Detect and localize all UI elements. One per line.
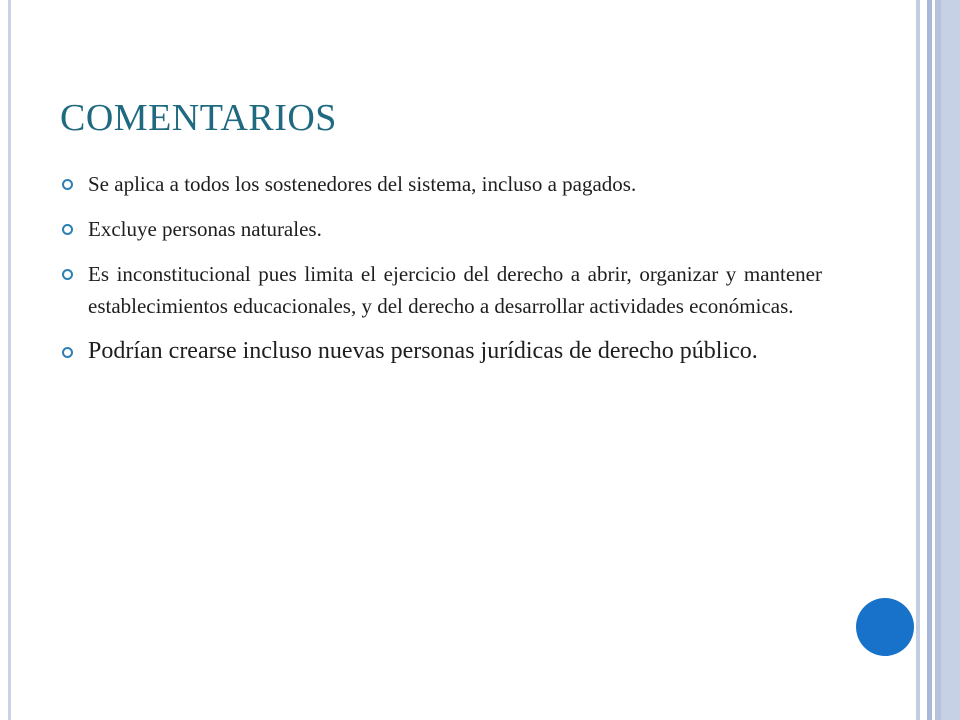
bullet-text-4: Podrían crearse incluso nuevas personas jurídicas de derecho público. bbox=[88, 338, 758, 364]
blue-circle-decoration-icon bbox=[856, 598, 914, 656]
hollow-circle-bullet-icon bbox=[62, 347, 73, 358]
hollow-circle-bullet-icon bbox=[62, 179, 73, 190]
bullet-item-3 bbox=[62, 258, 822, 322]
right-stripe-gap-1 bbox=[920, 0, 927, 720]
bullet-text-2: Excluye personas naturales. bbox=[88, 217, 322, 241]
right-stripe-4 bbox=[941, 0, 960, 720]
hollow-circle-bullet-icon bbox=[62, 224, 73, 235]
bullet-item-2 bbox=[62, 213, 822, 245]
slide-title: COMENTARIOS bbox=[60, 97, 337, 139]
bullet-item-4 bbox=[62, 335, 822, 368]
left-frame-line bbox=[8, 0, 11, 720]
bullet-text-3: Es inconstitucional pues limita el ejercicio del derecho a abrir, organizar y mantener establecimientos educacionales, y del derecho a desarrollar actividades económicas. bbox=[88, 262, 822, 318]
hollow-circle-bullet-icon bbox=[62, 269, 73, 280]
bullet-text-1: Se aplica a todos los sostenedores del sistema, incluso a pagados. bbox=[88, 172, 637, 196]
bullet-item-1 bbox=[62, 168, 822, 200]
bullet-list bbox=[62, 168, 822, 383]
